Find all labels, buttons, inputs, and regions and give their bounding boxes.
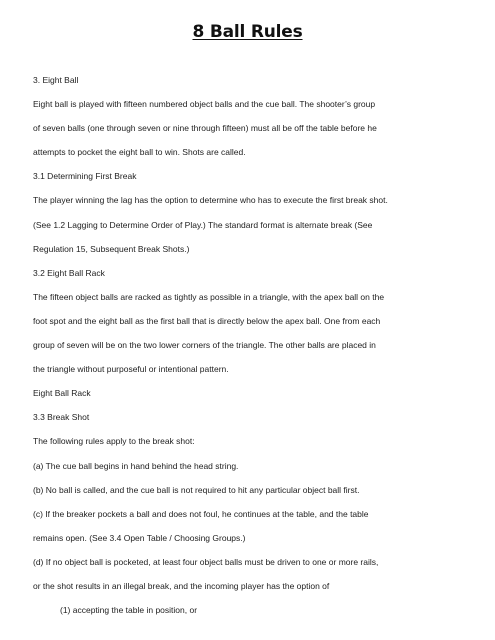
- list-item-d: (d) If no object ball is pocketed, at least four object balls must be driven to one or more rails,: [33, 556, 379, 567]
- paragraph-line: group of seven will be on the two lower corners of the triangle. The other balls are placed in: [33, 340, 376, 351]
- list-item-d-continued: or the shot results in an illegal break, and the incoming player has the option of: [33, 580, 330, 591]
- list-item-c: (c) If the breaker pockets a ball and does not foul, he continues at the table, and the table: [33, 508, 369, 519]
- list-item-b: (b) No ball is called, and the cue ball is not required to hit any particular object ball first.: [33, 484, 360, 495]
- paragraph-line: Regulation 15, Subsequent Break Shots.): [33, 243, 190, 254]
- paragraph-line: The player winning the lag has the option to determine who has to execute the first break shot.: [33, 195, 388, 206]
- list-item-c-continued: remains open. (See 3.4 Open Table / Choosing Groups.): [33, 532, 246, 543]
- document-body: [33, 68, 473, 622]
- paragraph-line: The fifteen object balls are racked as tightly as possible in a triangle, with the apex ball on the: [33, 291, 385, 302]
- paragraph-line: The following rules apply to the break shot:: [33, 436, 195, 447]
- list-item-a: (a) The cue ball begins in hand behind the head string.: [33, 460, 239, 471]
- paragraph-line: Eight ball is played with fifteen numbered object balls and the cue ball. The shooter’s group: [33, 99, 376, 110]
- section-heading-eight-ball: 3. Eight Ball: [33, 75, 79, 85]
- section-heading-determining-first-break: 3.1 Determining First Break: [33, 171, 137, 182]
- paragraph-line: (See 1.2 Lagging to Determine Order of Play.) The standard format is alternate break (See: [33, 219, 373, 230]
- paragraph-line: of seven balls (one through seven or nine through fifteen) must all be off the table before he: [33, 123, 377, 134]
- paragraph-line: foot spot and the eight ball as the first ball that is directly below the apex ball. One from each: [33, 315, 381, 326]
- paragraph-line: attempts to pocket the eight ball to win. Shots are called.: [33, 147, 246, 158]
- document-title: 8 Ball Rules: [192, 22, 303, 42]
- sub-list-item-1: (1) accepting the table in position, or: [60, 605, 198, 616]
- paragraph-line: the triangle without purposeful or intentional pattern.: [33, 364, 229, 375]
- section-heading-break-shot: 3.3 Break Shot: [33, 412, 90, 423]
- figure-caption-eight-ball-rack: Eight Ball Rack: [33, 388, 91, 399]
- section-heading-eight-ball-rack: 3.2 Eight Ball Rack: [33, 267, 105, 278]
